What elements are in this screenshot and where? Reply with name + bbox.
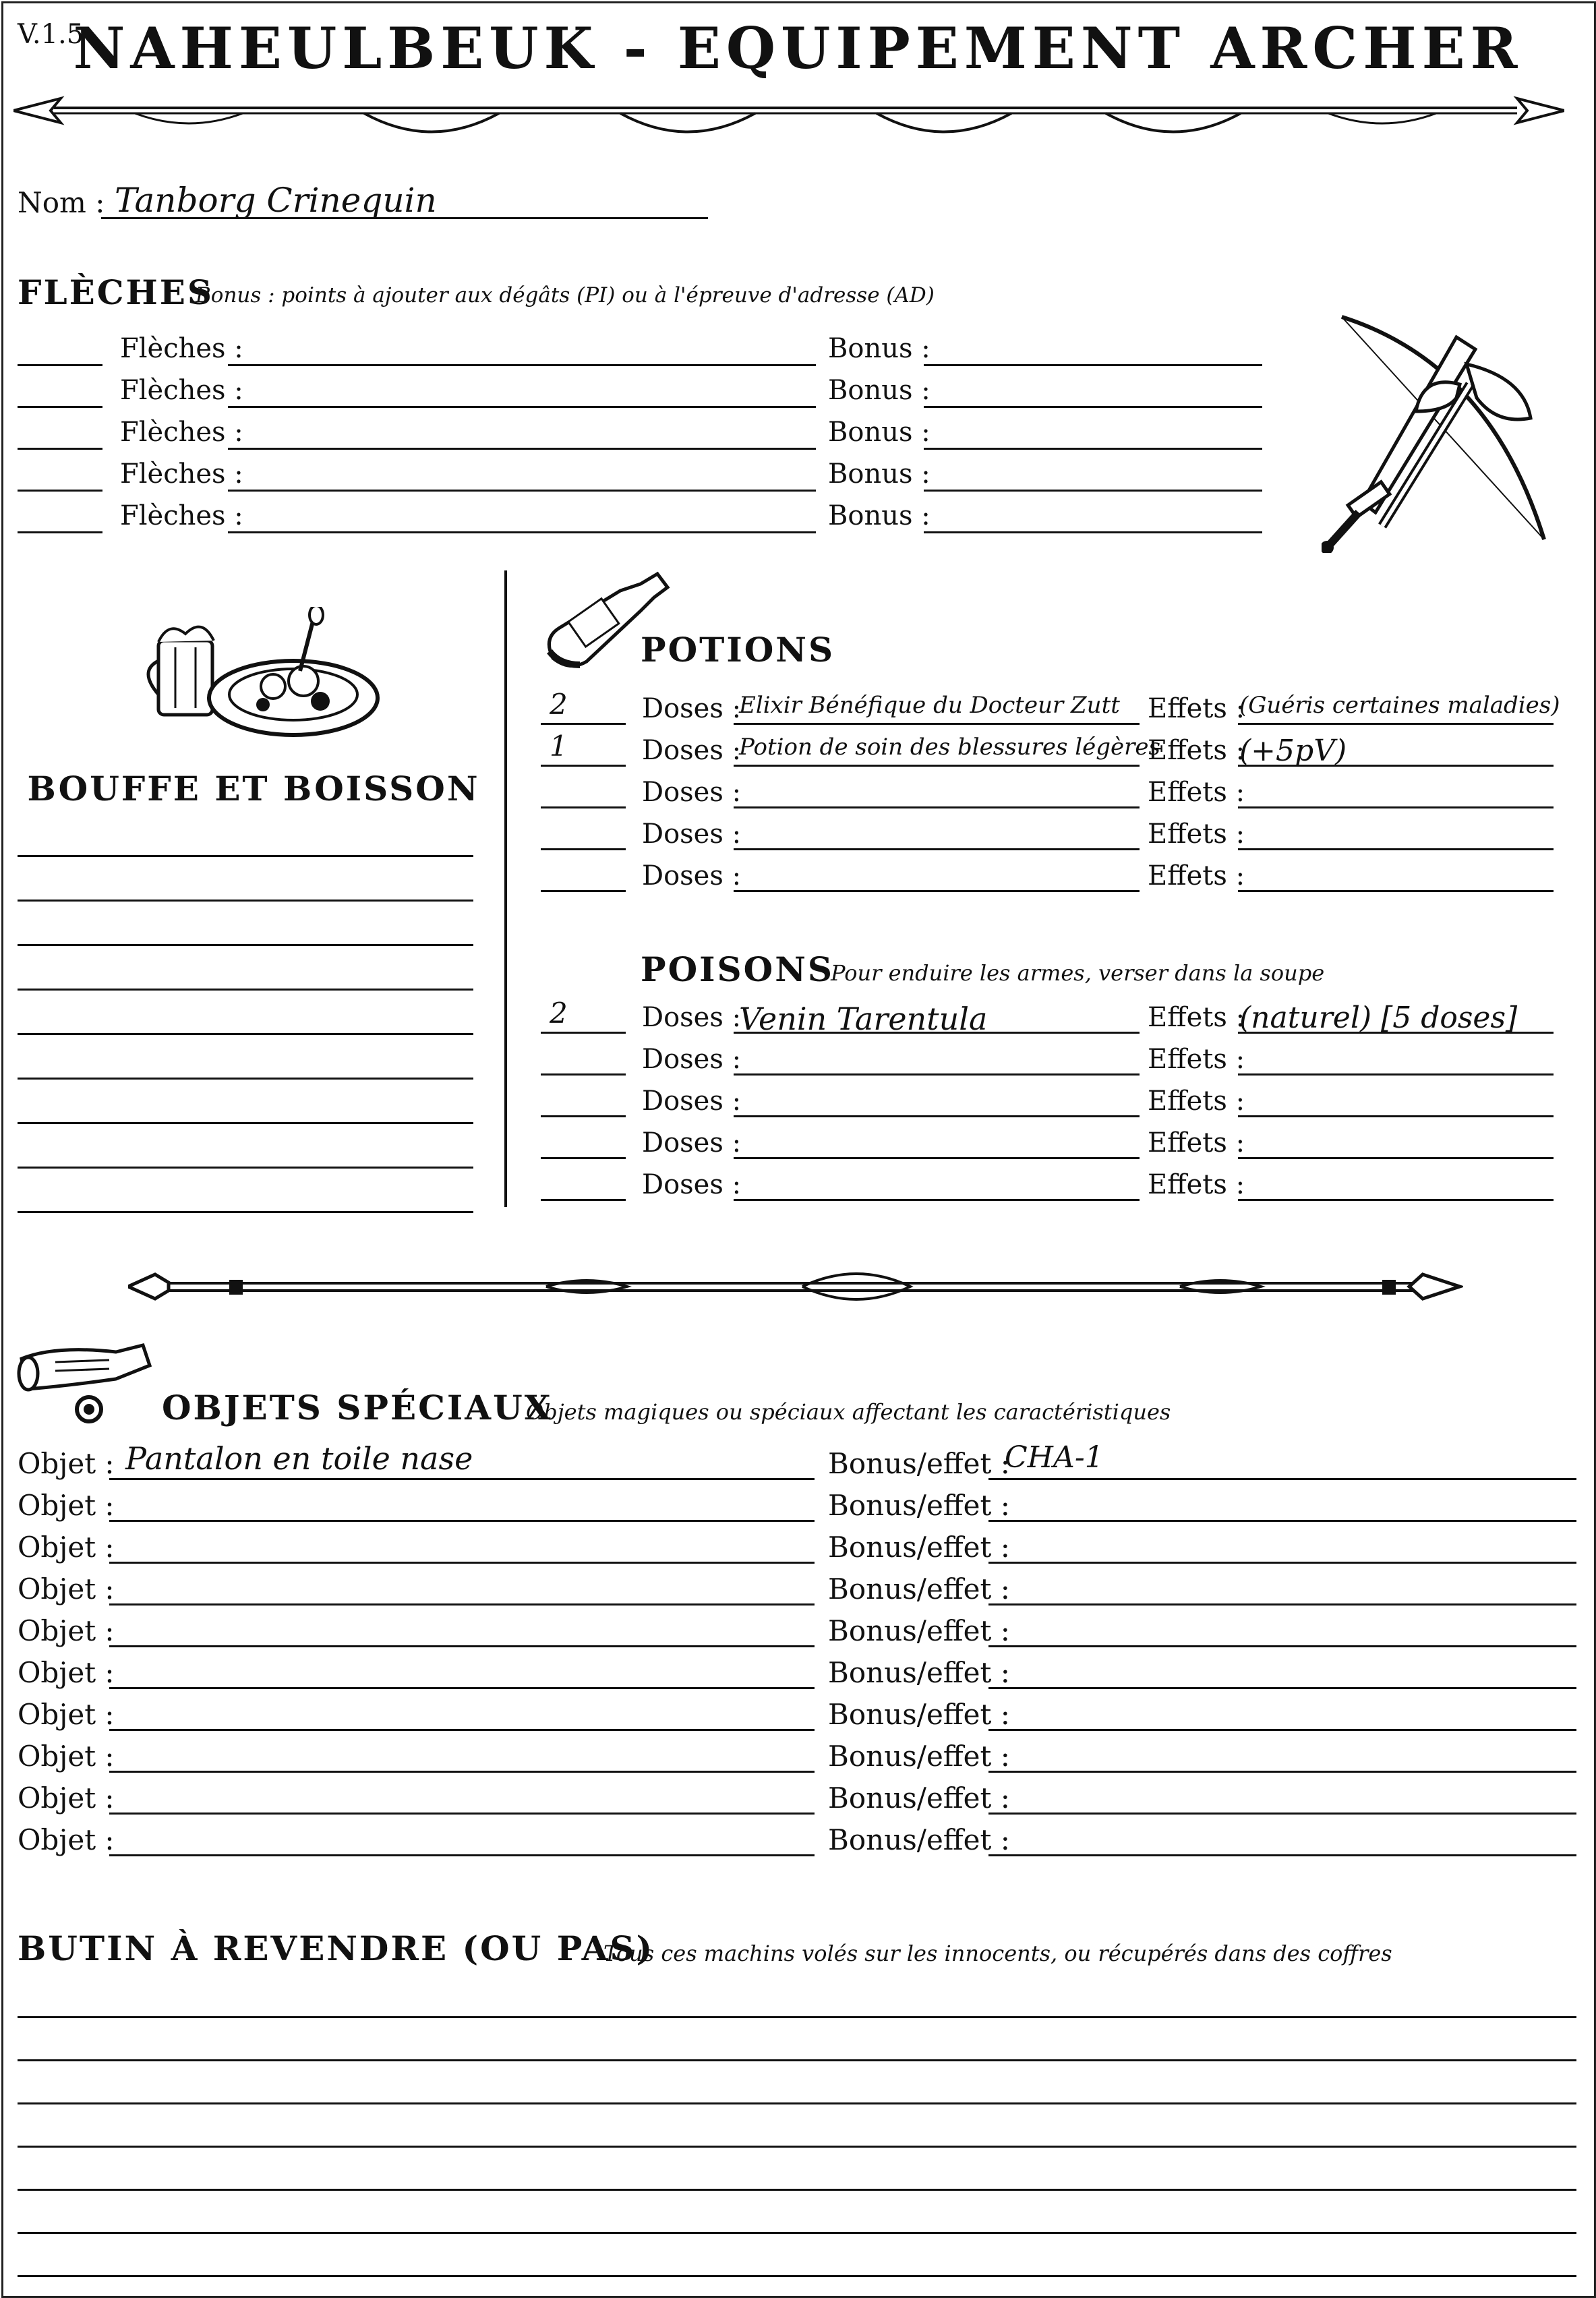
food-line bbox=[18, 944, 473, 946]
poisons-qty-line bbox=[541, 1073, 626, 1076]
special-object-line bbox=[109, 1520, 815, 1522]
special-object-line bbox=[109, 1478, 815, 1480]
potions-effects-label: Effets : bbox=[1148, 735, 1245, 766]
special-bonus-line bbox=[988, 1562, 1576, 1564]
potions-name-line bbox=[734, 890, 1140, 892]
arrows-row-label: Flèches : bbox=[120, 459, 243, 490]
potions-effects-label: Effets : bbox=[1148, 819, 1245, 850]
poisons-effect-line bbox=[1238, 1115, 1554, 1117]
potions-name-value[interactable]: Potion de soin des blessures légères bbox=[739, 734, 1160, 761]
poisons-effects-label: Effets : bbox=[1148, 1002, 1245, 1033]
column-divider bbox=[504, 570, 507, 1207]
arrows-row-label: Flèches : bbox=[120, 417, 243, 448]
special-bonus-label: Bonus/effet : bbox=[828, 1447, 1010, 1480]
arrows-subtitle: Bonus : points à ajouter aux dégâts (PI) ou à l'épreuve d'adresse (AD) bbox=[196, 283, 935, 307]
special-bonus-label: Bonus/effet : bbox=[828, 1656, 1010, 1689]
arrows-row-label: Flèches : bbox=[120, 375, 243, 406]
poisons-qty-line bbox=[541, 1032, 626, 1034]
special-object-label: Objet : bbox=[18, 1447, 115, 1480]
staff-divider-icon bbox=[128, 1261, 1463, 1308]
loot-line bbox=[18, 2189, 1576, 2191]
potions-qty-line bbox=[541, 765, 626, 767]
potions-doses-label: Doses : bbox=[642, 693, 742, 724]
food-line bbox=[18, 900, 473, 902]
arrows-bonus-line bbox=[924, 364, 1262, 366]
food-line bbox=[18, 1211, 473, 1213]
special-object-line bbox=[109, 1854, 815, 1856]
special-bonus-label: Bonus/effet : bbox=[828, 1698, 1010, 1731]
arrows-value-line bbox=[228, 364, 816, 366]
arrows-bonus-label: Bonus : bbox=[828, 417, 930, 448]
food-line bbox=[18, 1122, 473, 1124]
poisons-qty-line bbox=[541, 1115, 626, 1117]
potions-name-value[interactable]: Elixir Bénéfique du Docteur Zutt bbox=[739, 692, 1120, 719]
special-bonus-line bbox=[988, 1813, 1576, 1815]
poisons-qty-line bbox=[541, 1157, 626, 1159]
poisons-name-value[interactable]: Venin Tarentula bbox=[739, 1001, 988, 1037]
potions-doses-label: Doses : bbox=[642, 819, 742, 850]
potions-doses-label: Doses : bbox=[642, 860, 742, 891]
special-object-label: Objet : bbox=[18, 1656, 115, 1689]
potions-qty-line bbox=[541, 848, 626, 850]
loot-line bbox=[18, 2146, 1576, 2148]
loot-line bbox=[18, 2102, 1576, 2104]
potions-effects-label: Effets : bbox=[1148, 777, 1245, 808]
name-value[interactable]: Tanborg Crinequin bbox=[115, 181, 437, 220]
arrows-row-label: Flèches : bbox=[120, 333, 243, 364]
arrows-bonus-label: Bonus : bbox=[828, 459, 930, 490]
special-subtitle: Objets magiques ou spéciaux affectant les caractéristiques bbox=[526, 1399, 1171, 1425]
special-bonus-label: Bonus/effet : bbox=[828, 1489, 1010, 1522]
poisons-effects-label: Effets : bbox=[1148, 1044, 1245, 1075]
loot-heading: BUTIN À REVENDRE (OU PAS) bbox=[18, 1928, 655, 1968]
potions-name-line bbox=[734, 806, 1140, 808]
special-bonus-line bbox=[988, 1520, 1576, 1522]
special-bonus-label: Bonus/effet : bbox=[828, 1823, 1010, 1856]
poisons-name-line bbox=[734, 1157, 1140, 1159]
poisons-doses-label: Doses : bbox=[642, 1086, 742, 1117]
poisons-heading: POISONS bbox=[641, 949, 835, 989]
potions-effects-label: Effets : bbox=[1148, 860, 1245, 891]
poisons-effect-line bbox=[1238, 1199, 1554, 1201]
special-bonus-label: Bonus/effet : bbox=[828, 1572, 1010, 1605]
potions-effect-line bbox=[1238, 723, 1554, 725]
food-line bbox=[18, 989, 473, 991]
potions-name-line bbox=[734, 723, 1140, 725]
poisons-name-line bbox=[734, 1073, 1140, 1076]
potions-heading: POTIONS bbox=[641, 630, 835, 670]
arrows-value-line bbox=[228, 490, 816, 492]
poisons-qty-value[interactable]: 2 bbox=[550, 997, 568, 1030]
special-bonus-line bbox=[988, 1854, 1576, 1856]
name-label: Nom : bbox=[18, 186, 105, 219]
special-bonus-label: Bonus/effet : bbox=[828, 1781, 1010, 1815]
food-line bbox=[18, 1078, 473, 1080]
special-bonus-label: Bonus/effet : bbox=[828, 1531, 1010, 1564]
special-object-label: Objet : bbox=[18, 1489, 115, 1522]
arrows-row-label: Flèches : bbox=[120, 500, 243, 531]
arrows-bonus-label: Bonus : bbox=[828, 500, 930, 531]
special-bonus-label: Bonus/effet : bbox=[828, 1740, 1010, 1773]
food-heading: BOUFFE ET BOISSON bbox=[27, 769, 480, 808]
loot-line bbox=[18, 2275, 1576, 2277]
arrows-qty-line bbox=[18, 448, 102, 450]
potions-effect-value[interactable]: (+5pV) bbox=[1239, 734, 1347, 768]
potions-qty-line bbox=[541, 806, 626, 808]
special-object-label: Objet : bbox=[18, 1531, 115, 1564]
special-bonus-value[interactable]: CHA-1 bbox=[1005, 1440, 1104, 1475]
scroll-ring-icon bbox=[15, 1338, 156, 1426]
loot-subtitle: Tous ces machins volés sur les innocents, ou récupérés dans des coffres bbox=[603, 1941, 1392, 1966]
potions-doses-label: Doses : bbox=[642, 735, 742, 766]
poisons-name-line bbox=[734, 1199, 1140, 1201]
special-object-label: Objet : bbox=[18, 1823, 115, 1856]
food-drink-icon bbox=[138, 607, 381, 742]
poisons-effect-value[interactable]: (naturel) [5 doses] bbox=[1239, 1001, 1518, 1035]
special-heading: OBJETS SPÉCIAUX bbox=[162, 1388, 553, 1427]
special-bonus-line bbox=[988, 1729, 1576, 1731]
poisons-qty-line bbox=[541, 1199, 626, 1201]
arrow-divider-icon bbox=[13, 86, 1564, 147]
potions-qty-value[interactable]: 2 bbox=[550, 688, 568, 721]
special-object-label: Objet : bbox=[18, 1698, 115, 1731]
poisons-doses-label: Doses : bbox=[642, 1002, 742, 1033]
special-object-label: Objet : bbox=[18, 1572, 115, 1605]
potions-qty-value[interactable]: 1 bbox=[550, 730, 568, 763]
special-bonus-line bbox=[988, 1478, 1576, 1480]
poisons-effect-line bbox=[1238, 1073, 1554, 1076]
poisons-doses-label: Doses : bbox=[642, 1127, 742, 1158]
special-bonus-label: Bonus/effet : bbox=[828, 1614, 1010, 1647]
potions-qty-line bbox=[541, 723, 626, 725]
potions-effect-value[interactable]: (Guéris certaines maladies) bbox=[1239, 692, 1560, 719]
potions-effect-line bbox=[1238, 848, 1554, 850]
poisons-doses-label: Doses : bbox=[642, 1044, 742, 1075]
special-object-line bbox=[109, 1729, 815, 1731]
special-object-line bbox=[109, 1813, 815, 1815]
potions-qty-line bbox=[541, 890, 626, 892]
poisons-doses-label: Doses : bbox=[642, 1169, 742, 1200]
version-label: V.1.5 bbox=[18, 19, 84, 50]
arrows-value-line bbox=[228, 406, 816, 408]
arrows-bonus-label: Bonus : bbox=[828, 333, 930, 364]
special-bonus-line bbox=[988, 1687, 1576, 1689]
potions-effect-line bbox=[1238, 806, 1554, 808]
special-bonus-line bbox=[988, 1771, 1576, 1773]
potions-name-line bbox=[734, 848, 1140, 850]
arrows-bonus-label: Bonus : bbox=[828, 375, 930, 406]
special-object-label: Objet : bbox=[18, 1614, 115, 1647]
arrows-qty-line bbox=[18, 490, 102, 492]
loot-line bbox=[18, 2016, 1576, 2018]
poisons-effects-label: Effets : bbox=[1148, 1169, 1245, 1200]
potions-effect-line bbox=[1238, 890, 1554, 892]
arrows-bonus-line bbox=[924, 531, 1262, 533]
poisons-effects-label: Effets : bbox=[1148, 1127, 1245, 1158]
potions-effects-label: Effets : bbox=[1148, 693, 1245, 724]
potions-doses-label: Doses : bbox=[642, 777, 742, 808]
page-title: NAHEULBEUK - EQUIPEMENT ARCHER bbox=[73, 15, 1523, 82]
arrows-value-line bbox=[228, 448, 816, 450]
food-line bbox=[18, 855, 473, 857]
arrows-value-line bbox=[228, 531, 816, 533]
poisons-subtitle: Pour enduire les armes, verser dans la soupe bbox=[831, 960, 1325, 986]
special-object-line bbox=[109, 1771, 815, 1773]
special-bonus-line bbox=[988, 1645, 1576, 1647]
loot-line bbox=[18, 2232, 1576, 2234]
special-object-line bbox=[109, 1603, 815, 1605]
special-bonus-line bbox=[988, 1603, 1576, 1605]
arrows-bonus-line bbox=[924, 448, 1262, 450]
special-object-label: Objet : bbox=[18, 1781, 115, 1815]
arrows-qty-line bbox=[18, 364, 102, 366]
arrows-qty-line bbox=[18, 406, 102, 408]
loot-line bbox=[18, 2059, 1576, 2061]
special-object-value[interactable]: Pantalon en toile nase bbox=[125, 1440, 473, 1477]
special-object-line bbox=[109, 1645, 815, 1647]
crossed-weapons-icon bbox=[1322, 310, 1571, 553]
arrows-bonus-line bbox=[924, 406, 1262, 408]
potions-name-line bbox=[734, 765, 1140, 767]
arrows-heading: FLÈCHES bbox=[18, 272, 214, 312]
special-object-line bbox=[109, 1562, 815, 1564]
special-object-line bbox=[109, 1687, 815, 1689]
food-line bbox=[18, 1033, 473, 1035]
poisons-effect-line bbox=[1238, 1157, 1554, 1159]
poisons-name-line bbox=[734, 1115, 1140, 1117]
food-line bbox=[18, 1167, 473, 1169]
arrows-qty-line bbox=[18, 531, 102, 533]
arrows-bonus-line bbox=[924, 490, 1262, 492]
poisons-effects-label: Effets : bbox=[1148, 1086, 1245, 1117]
special-object-label: Objet : bbox=[18, 1740, 115, 1773]
